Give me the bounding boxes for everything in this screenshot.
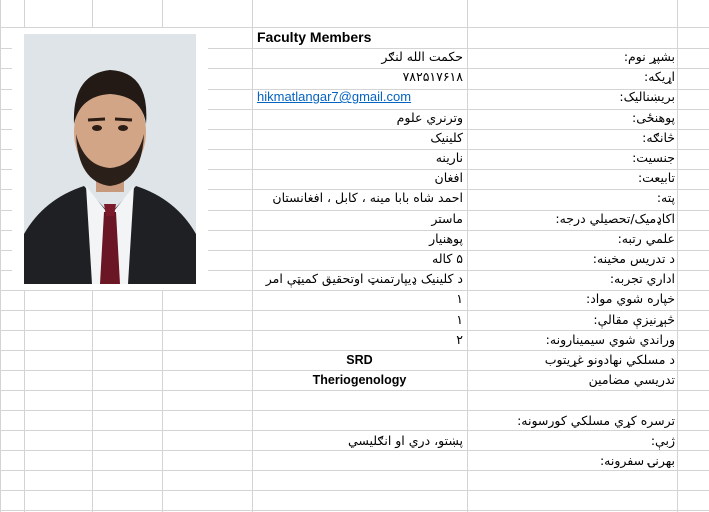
row-value[interactable]: پښتو، دري او انګلیسي <box>347 433 463 448</box>
row-value[interactable]: د کلینیک ډیپارتمنټ اوتحقیق کمیټې امر <box>265 271 463 286</box>
row-gridline <box>0 330 709 331</box>
row-label[interactable]: څانګه: <box>642 130 675 145</box>
row-gridline <box>0 470 709 471</box>
row-gridline <box>0 510 709 511</box>
row-label[interactable]: اکاډمیک/تحصیلي درجه: <box>555 211 675 226</box>
sheet-header[interactable]: Faculty Members <box>257 29 372 45</box>
row-label[interactable]: د مسلکي نهادونو غړیتوب <box>544 352 675 367</box>
email-link[interactable]: hikmatlangar7@gmail.com <box>257 89 412 104</box>
row-label[interactable]: بهرنۍ سفرونه: <box>599 453 675 468</box>
portrait-image <box>24 34 196 284</box>
row-label[interactable]: پوهنځی: <box>632 110 675 125</box>
row-label[interactable]: د تدریس مخینه: <box>592 251 675 266</box>
row-label[interactable]: وراندي شوي سیمینارونه: <box>545 332 675 347</box>
row-value[interactable]: ۷۸۲۵۱۷۶۱۸ <box>402 69 463 84</box>
row-value[interactable]: ۲ <box>456 332 463 347</box>
row-gridline <box>0 490 709 491</box>
row-value[interactable]: نارینه <box>435 150 463 165</box>
column-gridline <box>677 0 678 512</box>
row-gridline <box>0 350 709 351</box>
row-value[interactable]: وترنري علوم <box>396 110 463 125</box>
row-value[interactable]: افغان <box>434 170 463 185</box>
row-value[interactable]: ۵ کاله <box>432 251 463 266</box>
row-value[interactable]: حکمت الله لنګر <box>381 49 463 64</box>
row-label[interactable]: اداري تجربه: <box>609 271 675 286</box>
row-label[interactable]: خپاره شوي مواد: <box>586 291 675 306</box>
row-label[interactable]: ترسره کړي مسلکي کورسونه: <box>517 413 675 428</box>
row-value[interactable]: احمد شاه بابا مینه ، کابل ، افغانستان <box>272 190 463 205</box>
row-value[interactable]: ماستر <box>431 211 463 226</box>
row-value[interactable]: ۱ <box>456 312 463 327</box>
row-value[interactable]: SRD <box>346 353 373 367</box>
row-label[interactable]: بریښنالیک: <box>619 89 675 104</box>
column-gridline <box>467 0 468 512</box>
row-gridline <box>0 410 709 411</box>
row-label[interactable]: تدریسي مضامین <box>588 372 675 387</box>
row-gridline <box>0 310 709 311</box>
row-gridline <box>0 370 709 371</box>
row-label[interactable]: تابیعت: <box>637 170 675 185</box>
row-value[interactable]: ۱ <box>456 291 463 306</box>
row-label[interactable]: اړیکه: <box>644 69 675 84</box>
column-gridline <box>0 0 1 512</box>
row-gridline <box>0 430 709 431</box>
row-gridline <box>0 390 709 391</box>
row-label[interactable]: پته: <box>656 190 675 205</box>
row-value[interactable]: پوهنیار <box>429 231 463 246</box>
row-gridline <box>0 450 709 451</box>
row-label[interactable]: علمي رتبه: <box>617 231 675 246</box>
row-value[interactable]: کلینیک <box>430 130 463 145</box>
row-label[interactable]: ژبې: <box>650 433 675 448</box>
row-label[interactable]: جنسیت: <box>632 150 675 165</box>
column-gridline <box>252 0 253 512</box>
row-label[interactable]: څېړنيزې مقالې: <box>593 312 675 327</box>
row-label[interactable]: بشپړ نوم: <box>623 49 675 64</box>
row-value[interactable]: Theriogenology <box>312 373 407 387</box>
faculty-member-photo <box>24 34 196 284</box>
